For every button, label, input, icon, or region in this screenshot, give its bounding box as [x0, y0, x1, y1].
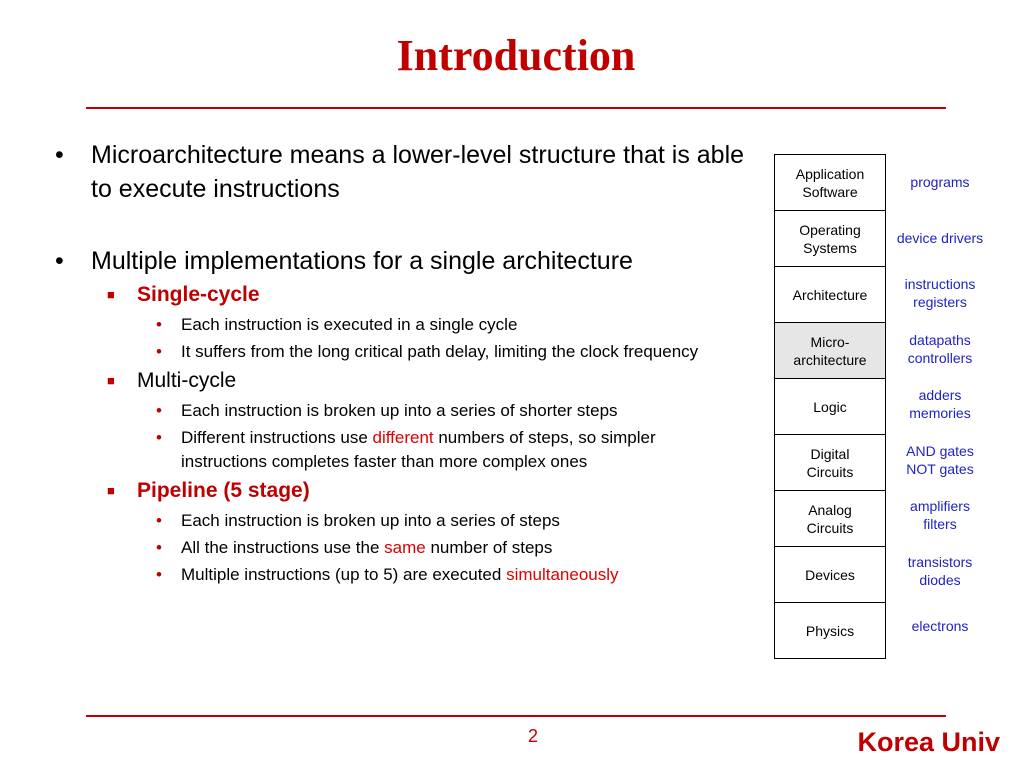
- highlight-text: simultaneously: [506, 565, 619, 584]
- point-text-end: number of steps: [425, 538, 553, 557]
- layer-label: architecture: [793, 351, 867, 368]
- layer-label: Operating: [799, 221, 861, 238]
- bullet-dot-icon: •: [156, 342, 162, 361]
- point-single-cycle-2: [55, 340, 745, 364]
- bullet-dot-icon: •: [55, 141, 64, 169]
- example-microarchitecture: [890, 321, 990, 377]
- example-text: diodes: [919, 572, 961, 588]
- layer-label: Logic: [813, 398, 847, 415]
- highlight-text: same: [384, 538, 426, 557]
- point-text: Each instruction is executed in a single cycle: [181, 315, 518, 334]
- layer-label: Software: [802, 183, 858, 200]
- example-text: programs: [910, 174, 970, 190]
- layer-logic: [775, 379, 885, 435]
- example-text: NOT gates: [906, 461, 974, 477]
- layer-label: Systems: [803, 239, 857, 256]
- title-divider: [86, 107, 946, 109]
- point-pipeline-2: [55, 536, 745, 560]
- example-text: registers: [913, 294, 967, 310]
- layer-label: Digital: [810, 445, 850, 462]
- bullet-dot-icon: •: [55, 247, 64, 275]
- bullet-dot-icon: •: [156, 428, 162, 447]
- example-physics: [890, 598, 990, 654]
- example-text: instructions: [904, 276, 976, 292]
- abstraction-stack: [774, 154, 886, 659]
- bullet-dot-icon: •: [156, 538, 162, 557]
- point-multi-cycle-1: [55, 399, 745, 423]
- layer-microarchitecture: [775, 323, 885, 379]
- square-bullet-icon: ■: [107, 373, 115, 388]
- layer-operating-systems: [775, 211, 885, 267]
- point-multi-cycle-2: [55, 426, 745, 474]
- point-pipeline-1: [55, 509, 745, 533]
- layer-label: Devices: [805, 566, 855, 583]
- bullet-dot-icon: •: [156, 565, 162, 584]
- layer-digital-circuits: [775, 435, 885, 491]
- example-text: controllers: [907, 350, 973, 366]
- square-bullet-icon: ■: [107, 287, 115, 302]
- square-bullet-icon: ■: [107, 483, 115, 498]
- highlight-text: different: [372, 428, 434, 447]
- layer-analog-circuits: [775, 491, 885, 547]
- example-text: AND gates: [906, 443, 974, 459]
- example-text: datapaths: [909, 332, 971, 348]
- page-number: 2: [527, 726, 538, 746]
- slide-title: Introduction: [396, 31, 636, 80]
- layer-architecture: [775, 267, 885, 323]
- layer-application-software: [775, 155, 885, 211]
- layer-label: Micro-: [810, 333, 850, 350]
- point-text-end: numbers of steps, so simpler instructions completes faster than more complex ones: [181, 428, 656, 471]
- example-logic: [890, 376, 990, 432]
- point-text-start: All the instructions use the: [181, 538, 385, 557]
- layer-label: Physics: [805, 622, 855, 639]
- point-text: Each instruction is broken up into a series of shorter steps: [181, 401, 618, 420]
- example-text: device drivers: [896, 230, 984, 246]
- example-text: amplifiers: [910, 498, 970, 514]
- example-text: transistors: [907, 554, 973, 570]
- point-text-start: Different instructions use: [181, 428, 373, 447]
- layer-label: Circuits: [806, 519, 854, 536]
- example-text: memories: [909, 405, 971, 421]
- point-text: Each instruction is broken up into a series of steps: [181, 511, 560, 530]
- point-pipeline-3: [55, 563, 745, 587]
- point-text-start: Multiple instructions (up to 5) are executed: [181, 565, 507, 584]
- layer-label: Architecture: [792, 286, 868, 303]
- example-text: filters: [923, 516, 957, 532]
- subbullet-single-cycle: [55, 280, 745, 310]
- layer-physics: [775, 603, 885, 659]
- example-text: adders: [918, 387, 962, 403]
- subbullet-pipeline: [55, 476, 745, 506]
- subbullet-label: Multi-cycle: [137, 369, 237, 392]
- bullet-text: Multiple implementations for a single architecture: [91, 247, 633, 275]
- subbullet-label: Pipeline (5 stage): [137, 479, 310, 502]
- subbullet-multi-cycle: [55, 366, 745, 396]
- footer-logo-text: Korea Univ: [857, 727, 1000, 757]
- bullet-dot-icon: •: [156, 401, 162, 420]
- layer-label: Analog: [808, 501, 852, 518]
- example-digital-circuits: [890, 432, 990, 488]
- layer-label: Circuits: [806, 463, 854, 480]
- example-text: electrons: [911, 618, 969, 634]
- example-operating-systems: [890, 210, 990, 266]
- bullet-dot-icon: •: [156, 315, 162, 334]
- bullet-dot-icon: •: [156, 511, 162, 530]
- example-analog-circuits: [890, 487, 990, 543]
- example-devices: [890, 543, 990, 599]
- footer-divider: [86, 715, 946, 717]
- layer-devices: [775, 547, 885, 603]
- bullet-list: [55, 138, 745, 587]
- layer-label: Application: [795, 165, 865, 182]
- bullet-multiple-implementations: [55, 244, 745, 278]
- bullet-text: Microarchitecture means a lower-level structure that is able to execute instructions: [91, 141, 745, 203]
- bullet-microarchitecture: [55, 138, 745, 206]
- point-text: It suffers from the long critical path delay, limiting the clock frequency: [181, 342, 699, 361]
- point-single-cycle-1: [55, 313, 745, 337]
- subbullet-label: Single-cycle: [137, 283, 260, 306]
- example-application-software: [890, 154, 990, 210]
- example-architecture: [890, 265, 990, 321]
